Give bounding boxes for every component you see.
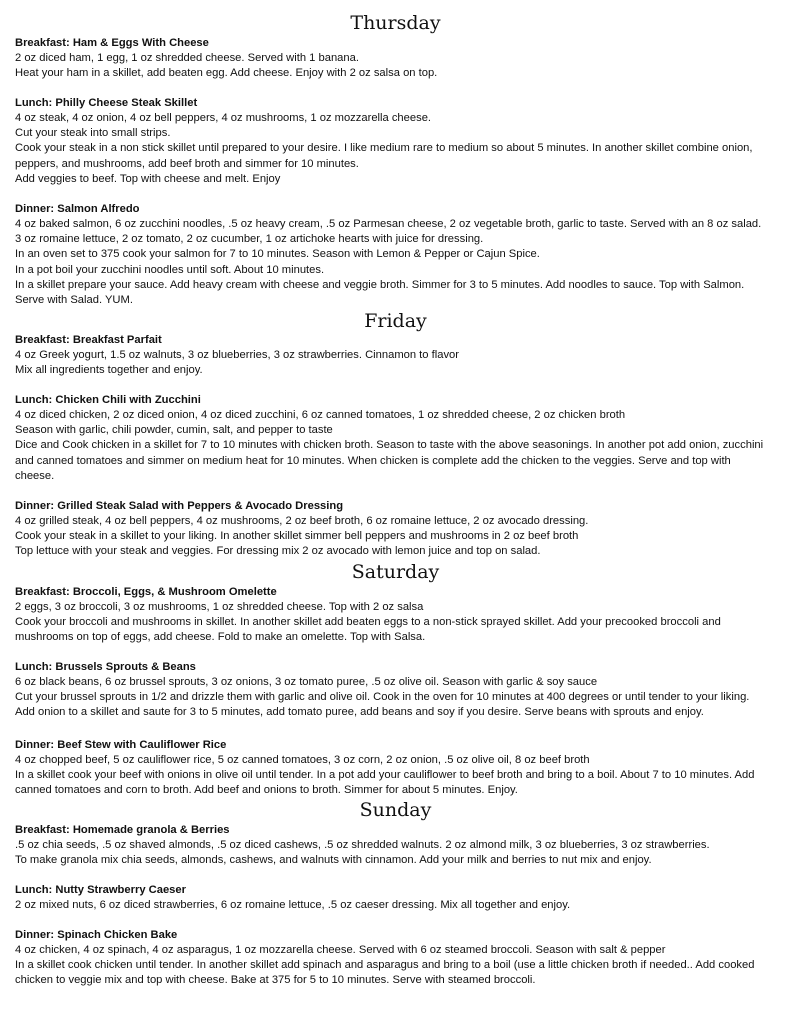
meal-line: 4 oz steak, 4 oz onion, 4 oz bell peppers, 4 oz mushrooms, 1 oz mozzarella cheese.	[15, 112, 432, 124]
meal-line: mushrooms on top of eggs, add cheese. Fold to make an omelette. Top with Salsa.	[15, 631, 426, 644]
meal-thursday-breakfast	[15, 36, 783, 81]
meal-line: chicken to veggie mix and top with cheese. Bake at 375 for 5 to 10 minutes. Serve with steamed broccoli.	[15, 974, 536, 987]
meal-line: In a pot boil your zucchini noodles until soft. About 10 minutes.	[15, 263, 325, 276]
meal-sunday-dinner	[15, 928, 783, 989]
meal-line: Top lettuce with your steak and veggies. For dressing mix 2 oz avocado with lemon juice and top on salad.	[15, 545, 541, 558]
meal-line: Cut your steak into small strips.	[15, 127, 171, 140]
meal-line: Cut your brussel sprouts in 1/2 and drizzle them with garlic and olive oil. Cook in the oven for 10 minutes at 400 degrees or until tender to your liking.	[15, 691, 750, 704]
meal-line: Add onion to a skillet and saute for 3 to 5 minutes, add tomato puree, add beans and soy if you desire. Serve beans with sprouts and enjoy.	[15, 706, 704, 719]
meal-line: Serve with Salad. YUM.	[15, 294, 133, 307]
meal-line: Cook your steak in a skillet to your liking. In another skillet simmer bell peppers and mushrooms in 2 oz beef broth	[15, 530, 579, 543]
meal-line: Season with garlic, chili powder, cumin, salt, and pepper to taste	[15, 424, 333, 437]
meal-title: Dinner: Salmon Alfredo	[15, 203, 140, 215]
meal-title: Lunch: Philly Cheese Steak Skillet	[15, 97, 198, 109]
meal-line: peppers, and mushrooms, add beef broth and simmer for 10 minutes.	[15, 157, 359, 170]
meal-line: In a skillet cook your beef with onions in olive oil until tender. In a pot add your cauliflower to beef broth and bring to a boil. About 7 to 10 minutes. Add	[15, 769, 755, 782]
meal-line: To make granola mix chia seeds, almonds, cashews, and walnuts with cinnamon. Add your milk and berries to nut mix and enjoy.	[15, 854, 652, 867]
meal-title: Breakfast: Breakfast Parfait	[15, 334, 162, 346]
meal-line: In a skillet prepare your sauce. Add heavy cream with cheese and veggie broth. Simmer for 3 to 5 minutes. Add noodles to sauce. Top with Salmon.	[15, 278, 745, 291]
meal-line: 4 oz Greek yogurt, 1.5 oz walnuts, 3 oz blueberries, 3 oz strawberries. Cinnamon to flavor	[15, 349, 459, 361]
meal-title: Lunch: Nutty Strawberry Caeser	[15, 884, 186, 896]
meal-friday-breakfast	[15, 333, 783, 378]
meal-line: Mix all ingredients together and enjoy.	[15, 364, 203, 377]
meal-line: Add veggies to beef. Top with cheese and melt. Enjoy	[15, 172, 281, 185]
meal-line: 3 oz romaine lettuce, 2 oz tomato, 2 oz cucumber, 1 oz artichoke hearts with juice for dressing.	[15, 233, 484, 246]
meal-saturday-dinner	[15, 738, 783, 799]
meal-line: 4 oz baked salmon, 6 oz zucchini noodles, .5 oz heavy cream, .5 oz Parmesan cheese, 2 oz vegetable broth, garlic to taste. Served with an 8 oz salad.	[15, 218, 762, 230]
meal-line: Heat your ham in a skillet, add beaten egg. Add cheese. Enjoy with 2 oz salsa on top.	[15, 67, 438, 80]
day-heading-sunday: Sunday	[359, 799, 432, 821]
meal-line: In a skillet cook chicken until tender. In another skillet add spinach and asparagus and bring to a boil (use a little chicken broth if needed.. Add cooked	[15, 959, 755, 972]
meal-sunday-lunch	[15, 883, 783, 913]
meal-line: 4 oz grilled steak, 4 oz bell peppers, 4 oz mushrooms, 2 oz beef broth, 6 oz romaine lettuce, 2 oz avocado dressing.	[15, 515, 589, 527]
day-heading-saturday: Saturday	[351, 561, 440, 583]
meal-title: Lunch: Brussels Sprouts & Beans	[15, 661, 196, 673]
meal-friday-dinner	[15, 499, 783, 560]
meal-title: Dinner: Grilled Steak Salad with Peppers & Avocado Dressing	[15, 500, 344, 512]
meal-line: cheese.	[15, 469, 55, 482]
meal-line: In an oven set to 375 cook your salmon for 7 to 10 minutes. Season with Lemon & Pepper or Cajun Spice.	[15, 248, 540, 261]
meal-saturday-lunch	[15, 660, 783, 721]
meal-line: Dice and Cook chicken in a skillet for 7 to 10 minutes with chicken broth. Season to taste with the above seasonings. In another pot add onion, zucchini	[15, 439, 764, 452]
meal-title: Dinner: Spinach Chicken Bake	[15, 929, 178, 941]
meal-line: 4 oz chopped beef, 5 oz cauliflower rice, 5 oz canned tomatoes, 3 oz corn, 2 oz onion, .5 oz olive oil, 8 oz beef broth	[15, 754, 590, 766]
meal-line: 2 eggs, 3 oz broccoli, 3 oz mushrooms, 1 oz shredded cheese. Top with 2 oz salsa	[15, 601, 424, 613]
meal-line: Cook your broccoli and mushrooms in skillet. In another skillet add beaten eggs to a non-stick sprayed skillet. Add your precooked broccoli and	[15, 616, 721, 629]
meal-title: Breakfast: Broccoli, Eggs, & Mushroom Omelette	[15, 586, 277, 598]
meal-title: Breakfast: Homemade granola & Berries	[15, 824, 230, 836]
meal-line: Cook your steak in a non stick skillet until prepared to your desire. I like medium rare to medium so about 5 minutes. In another skillet combine onion,	[15, 142, 753, 155]
meal-line: 4 oz diced chicken, 2 oz diced onion, 4 oz diced zucchini, 6 oz canned tomatoes, 1 oz shredded cheese, 2 oz chicken broth	[15, 409, 626, 421]
meal-title: Dinner: Beef Stew with Cauliflower Rice	[15, 739, 227, 751]
meal-title: Breakfast: Ham & Eggs With Cheese	[15, 37, 209, 49]
meal-thursday-lunch	[15, 96, 783, 187]
meal-saturday-breakfast	[15, 585, 783, 646]
meal-line: 4 oz chicken, 4 oz spinach, 4 oz asparagus, 1 oz mozzarella cheese. Served with 6 oz steamed broccoli. Season with salt & pepper	[15, 944, 666, 956]
meal-line: canned tomatoes and corn to broth. Add beef and onions to broth. Simmer for about 5 minutes. Enjoy.	[15, 784, 518, 797]
meal-line: 6 oz black beans, 6 oz brussel sprouts, 3 oz onions, 3 oz tomato puree, .5 oz olive oil. Season with garlic & soy sauce	[15, 676, 598, 688]
meal-line: 2 oz diced ham, 1 egg, 1 oz shredded cheese. Served with 1 banana.	[15, 52, 359, 64]
meal-line: 2 oz mixed nuts, 6 oz diced strawberries, 6 oz romaine lettuce, .5 oz caeser dressing. Mix all together and enjoy.	[15, 899, 571, 911]
meal-sunday-breakfast	[15, 823, 783, 868]
meal-title: Lunch: Chicken Chili with Zucchini	[15, 394, 201, 406]
meal-friday-lunch	[15, 393, 783, 484]
meal-thursday-dinner	[15, 202, 783, 308]
meal-line: and canned tomatoes and simmer on medium heat for 10 minutes. When chicken is complete add the chicken to the veggies. Serve and top with	[15, 454, 731, 467]
meal-line: .5 oz chia seeds, .5 oz shaved almonds, .5 oz diced cashews, .5 oz shredded walnuts. 2 oz almond milk, 3 oz blueberries, 3 oz strawberries.	[15, 839, 710, 851]
day-heading-thursday: Thursday	[350, 12, 441, 34]
day-heading-friday: Friday	[364, 310, 427, 332]
